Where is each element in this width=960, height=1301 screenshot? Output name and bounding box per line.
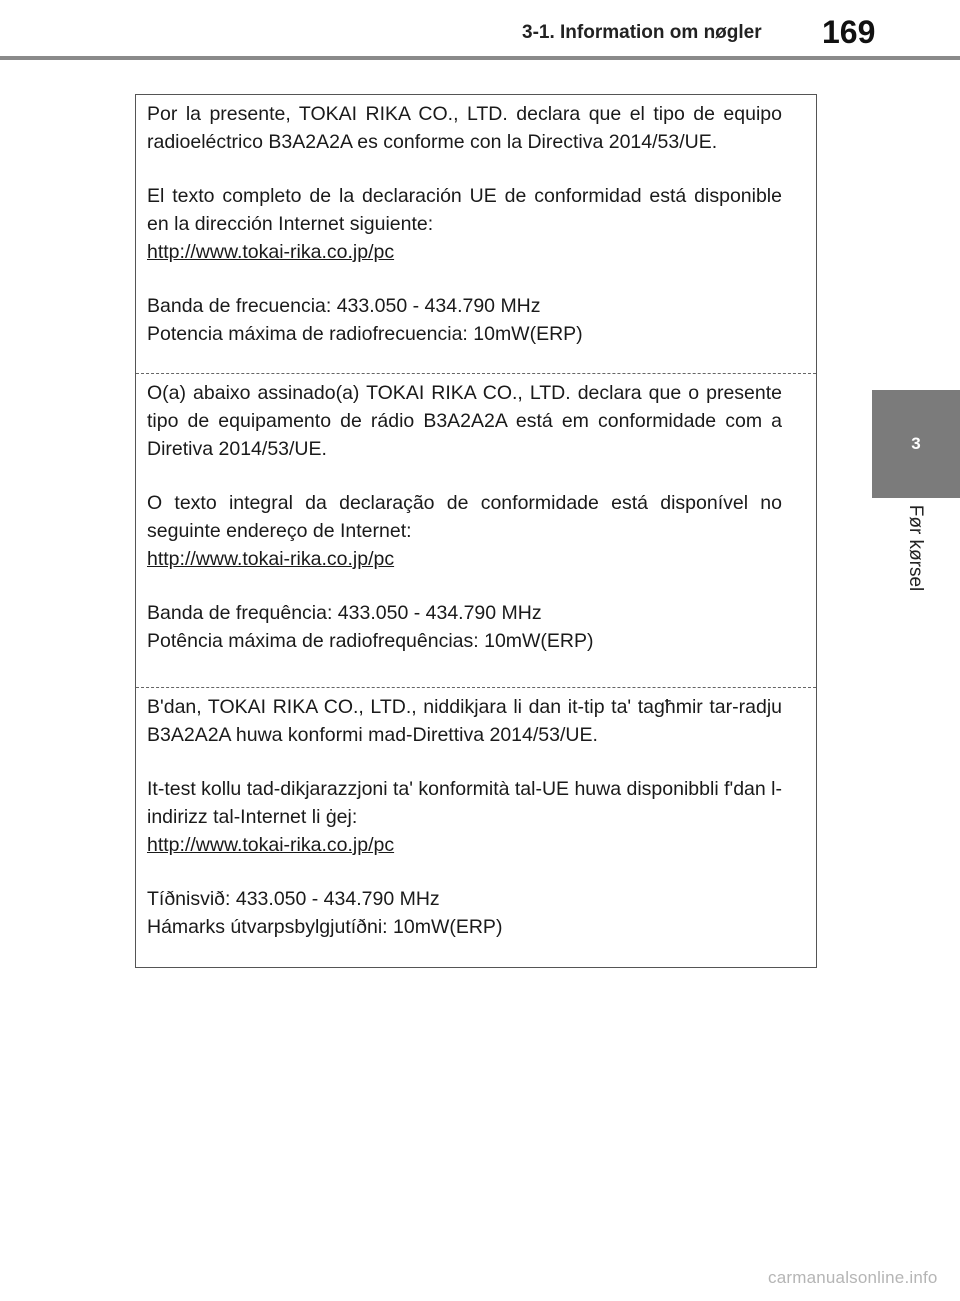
page-number: 169 [822,14,876,50]
availability-text: It-test kollu tad-dikjarazzjoni ta' konformità tal-UE huwa disponibbli f'dan l-indirizz tal-Internet li ġej: [147,778,782,828]
availability-text: O texto integral da declaração de conformidade está disponível no seguinte endereço de Internet: [147,492,782,542]
declaration-section-spanish [136,95,816,373]
chapter-tab[interactable] [872,390,960,498]
specs-paragraph [147,885,782,941]
specs-paragraph [147,599,782,655]
power-text: Hámarks útvarpsbylgjutíðni: 10mW(ERP) [147,916,503,938]
frequency-text: Banda de frecuencia: 433.050 - 434.790 MHz [147,295,541,317]
declaration-text: B'dan, TOKAI RIKA CO., LTD., niddikjara li dan it-tip ta' tagħmir tar-radju B3A2A2A huwa konformi mad-Direttiva 2014/53/UE. [147,696,782,746]
section-title: 3-1. Information om nøgler [522,22,762,43]
declaration-text: O(a) abaixo assinado(a) TOKAI RIKA CO., LTD. declara que o presente tipo de equipamento de rádio B3A2A2A está em conformidade com a Diretiva 2014/53/UE. [147,382,782,460]
declaration-link[interactable]: http://www.tokai-rika.co.jp/pc [147,241,395,263]
availability-paragraph [147,182,782,266]
availability-text: El texto completo de la declaración UE de conformidad está disponible en la dirección Internet siguiente: [147,185,782,235]
header-divider [0,56,960,60]
chapter-number: 3 [911,434,921,453]
declaration-link[interactable]: http://www.tokai-rika.co.jp/pc [147,834,395,856]
declaration-link[interactable]: http://www.tokai-rika.co.jp/pc [147,548,395,570]
declaration-section-portuguese [136,373,816,688]
availability-paragraph [147,775,782,859]
frequency-text: Tíðnisvið: 433.050 - 434.790 MHz [147,888,440,910]
power-text: Potência máxima de radiofrequências: 10mW(ERP) [147,630,594,652]
declaration-box [135,94,817,968]
chapter-label: Før kørsel [905,504,926,592]
availability-paragraph [147,489,782,573]
declaration-section-maltese [136,687,816,970]
declaration-text: Por la presente, TOKAI RIKA CO., LTD. declara que el tipo de equipo radioeléctrico B3A2A2A es conforme con la Directiva 2014/53/UE. [147,103,782,153]
watermark: carmanualsonline.info [768,1268,938,1287]
power-text: Potencia máxima de radiofrecuencia: 10mW(ERP) [147,323,583,345]
specs-paragraph [147,292,782,348]
frequency-text: Banda de frequência: 433.050 - 434.790 MHz [147,602,542,624]
